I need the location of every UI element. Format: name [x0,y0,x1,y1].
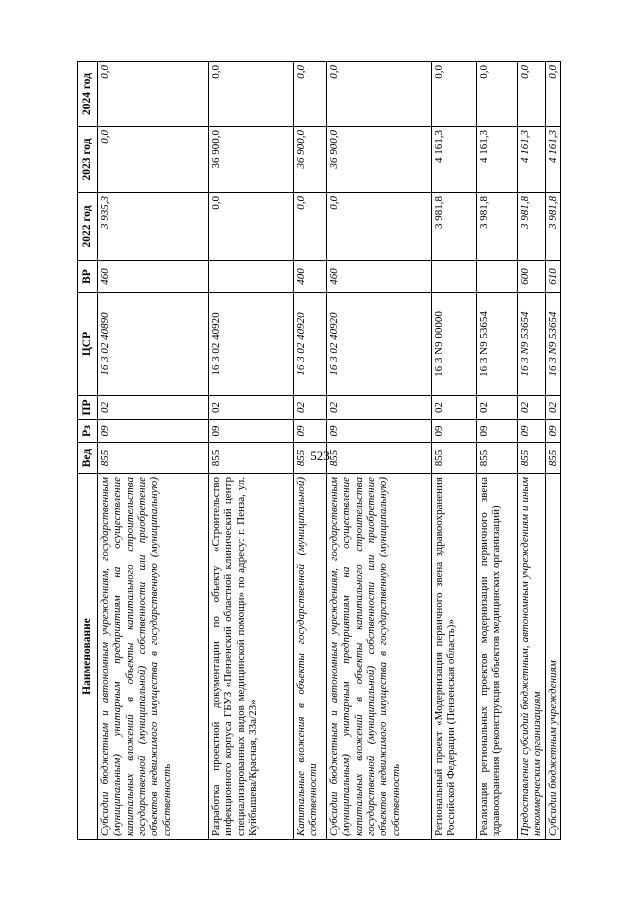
cell-name: Реализация региональных проектов модернизации первичного звена здравоохранения (реконструкция объектов медицинских организаций) [477,474,518,840]
cell-csr: 16 3 N9 53654 [545,293,560,396]
table-row [545,62,560,840]
cell-rz: 09 [209,420,294,443]
table-row [327,62,432,840]
cell-csr: 16 3 02 40920 [209,293,294,396]
cell-rz: 09 [327,420,432,443]
cell-2024: 0,0 [432,62,477,127]
cell-2024: 0,0 [294,62,327,127]
cell-2023: 36 900,0 [327,127,432,193]
cell-csr: 16 3 02 40890 [98,293,209,396]
cell-vr: 460 [98,261,209,293]
cell-rz: 09 [98,420,209,443]
header-2023: 2023 год [78,127,98,193]
cell-pr: 02 [545,396,560,420]
cell-vr [477,261,518,293]
header-vr: ВР [78,261,98,293]
header-csr: ЦСР [78,293,98,396]
cell-pr: 02 [518,396,546,420]
cell-2022: 3 981,8 [518,193,546,261]
cell-name: Капитальные вложения в объекты государственной (муниципальной) собственности [294,474,327,840]
cell-pr: 02 [327,396,432,420]
cell-pr: 02 [477,396,518,420]
header-name: Наименование [78,474,98,840]
cell-name: Региональный проект «Модернизация первичного звена здравоохранения Российской Федерации (Пензенская область)» [432,474,477,840]
cell-vr [209,261,294,293]
cell-2023: 4 161,3 [518,127,546,193]
cell-name: Субсидии бюджетным и автономным учреждениям, государственным (муниципальным) унитарным предприятиям на осуществление капитальных вложений в объекты капитального строительства государственной (муниципальной) собственности или приобретение объектов недвижимого имущества в государственную (муниципальную) собственность [327,474,432,840]
cell-ved: 855 [209,443,294,474]
cell-2023: 0,0 [98,127,209,193]
header-ved: Вед [78,443,98,474]
cell-2022: 0,0 [327,193,432,261]
cell-pr: 02 [98,396,209,420]
cell-2023: 36 900,0 [294,127,327,193]
cell-2024: 0,0 [327,62,432,127]
cell-pr: 02 [294,396,327,420]
table-header-row [78,62,98,840]
cell-rz: 09 [432,420,477,443]
page-number: 523 [310,448,330,463]
cell-2022: 3 981,8 [477,193,518,261]
cell-ved: 855 [477,443,518,474]
table-row [432,62,477,840]
cell-2022: 3 981,8 [432,193,477,261]
cell-2024: 0,0 [209,62,294,127]
cell-ved: 855 [545,443,560,474]
cell-vr: 610 [545,261,560,293]
cell-csr: 16 3 N9 53654 [477,293,518,396]
cell-vr [432,261,477,293]
cell-2022: 3 935,3 [98,193,209,261]
cell-name: Субсидии бюджетным и автономным учреждениям, государственным (муниципальным) унитарным предприятиям на осуществление капитальных вложений в объекты капитального строительства государственной (муниципальной) собственности или приобретение объектов недвижимого имущества в государственную (муниципальную) собственность [98,474,209,840]
cell-csr: 16 3 N9 53654 [518,293,546,396]
cell-name: Разработка проектной документации по объекту «Строительство инфекционного корпуса ГБУЗ «Пензенский областной клинический центр специализированных видов медицинской помощи» по адресу: г. Пенза, ул. Куйбышева/Красная, 33а/23» [209,474,294,840]
cell-csr: 16 3 N9 00000 [432,293,477,396]
header-pr: ПР [78,396,98,420]
cell-rz: 09 [294,420,327,443]
cell-name: Предоставление субсидий бюджетным, автономным учреждениям и иным некоммерческим организациям [518,474,546,840]
header-2024: 2024 год [78,62,98,127]
cell-2024: 0,0 [477,62,518,127]
cell-ved: 855 [98,443,209,474]
cell-2024: 0,0 [98,62,209,127]
header-rz: Рз [78,420,98,443]
cell-2023: 4 161,3 [432,127,477,193]
header-2022: 2022 год [78,193,98,261]
cell-ved: 855 [294,443,327,474]
cell-csr: 16 3 02 40920 [327,293,432,396]
cell-2023: 36 900,0 [209,127,294,193]
cell-rz: 09 [477,420,518,443]
budget-table [77,61,561,840]
cell-2023: 4 161,3 [545,127,560,193]
cell-2024: 0,0 [545,62,560,127]
cell-vr: 460 [327,261,432,293]
cell-2022: 3 981,8 [545,193,560,261]
cell-pr: 02 [432,396,477,420]
table-row [477,62,518,840]
cell-csr: 16 3 02 40920 [294,293,327,396]
cell-pr: 02 [209,396,294,420]
cell-rz: 09 [545,420,560,443]
cell-2022: 0,0 [209,193,294,261]
cell-ved: 855 [518,443,546,474]
cell-vr: 600 [518,261,546,293]
cell-2024: 0,0 [518,62,546,127]
cell-ved: 855 [327,443,432,474]
budget-table-container [77,62,640,836]
table-row [294,62,327,840]
cell-rz: 09 [518,420,546,443]
cell-vr: 400 [294,261,327,293]
table-row [98,62,209,840]
table-row [209,62,294,840]
table-row [518,62,546,840]
cell-ved: 855 [432,443,477,474]
cell-name: Субсидии бюджетным учреждениям [545,474,560,840]
cell-2022: 0,0 [294,193,327,261]
cell-2023: 4 161,3 [477,127,518,193]
